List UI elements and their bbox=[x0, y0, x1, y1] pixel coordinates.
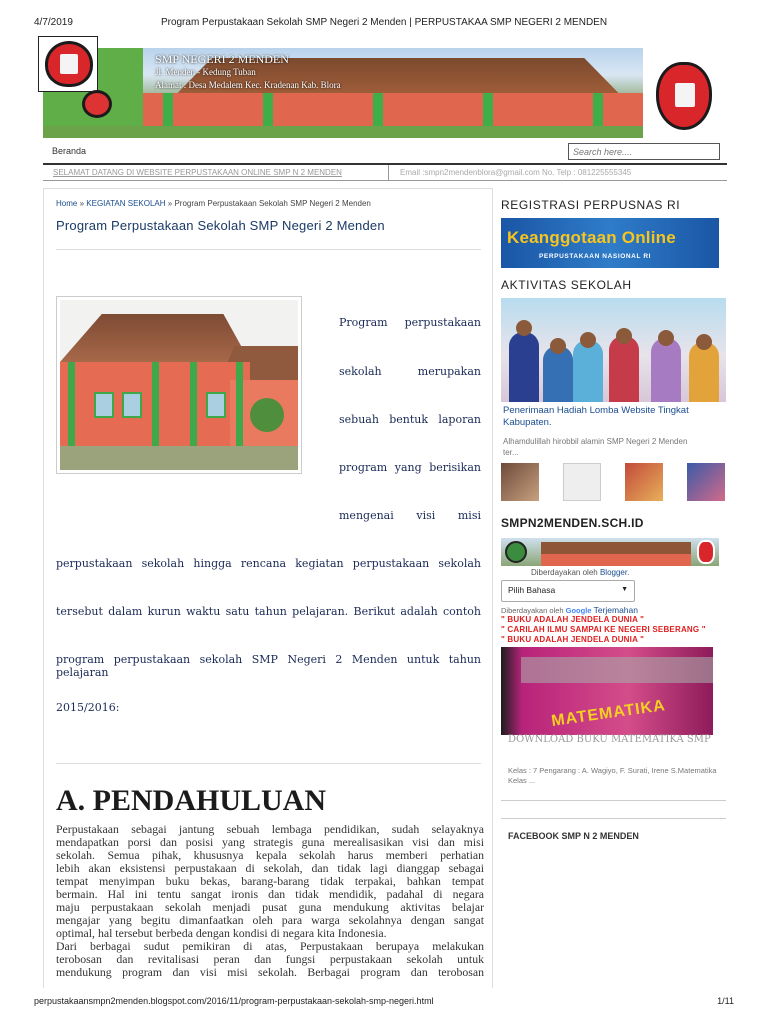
keanggotaan-online-banner[interactable] bbox=[501, 218, 719, 268]
thumbnail-image[interactable] bbox=[687, 463, 725, 501]
thumbnail-image[interactable] bbox=[625, 463, 663, 501]
ticker-divider bbox=[388, 165, 389, 181]
aktivitas-desc-line: ter... bbox=[503, 448, 519, 457]
thumbnail-image[interactable] bbox=[501, 463, 539, 501]
blogger-link[interactable]: Blogger bbox=[599, 568, 628, 577]
intro-line: perpustakaan sekolah hingga rencana kegiatan perpustakaan sekolah bbox=[56, 557, 481, 570]
intro-line: program yang berisikan bbox=[339, 461, 481, 474]
site-banner-image[interactable] bbox=[501, 538, 719, 566]
intro-line: 2015/2016: bbox=[56, 701, 120, 714]
photo-tree bbox=[250, 398, 284, 432]
banner-address-line1: Jl. Menden - Kedung Tuban bbox=[155, 67, 256, 77]
aktivitas-thumbnails bbox=[501, 463, 726, 503]
site-banner-wall bbox=[541, 554, 691, 566]
post-title: Program Perpustakaan Sekolah SMP Negeri 2 Menden bbox=[56, 218, 385, 233]
photo-person-head bbox=[616, 328, 632, 344]
breadcrumb-category-link[interactable]: KEGIATAN SEKOLAH bbox=[86, 199, 166, 208]
quote-link[interactable]: " BUKU ADALAH JENDELA DUNIA " bbox=[501, 635, 645, 644]
photo-person-head bbox=[658, 330, 674, 346]
print-date: 4/7/2019 bbox=[34, 17, 73, 28]
news-ticker bbox=[43, 163, 727, 181]
quote-links bbox=[501, 615, 706, 645]
banner-address-line2: Alamat : Desa Medalem Kec. Kradenan Kab. Blora bbox=[155, 80, 341, 90]
intro-line: sekolah merupakan bbox=[339, 365, 481, 378]
facebook-widget-title: FACEBOOK SMP N 2 MENDEN bbox=[508, 831, 639, 841]
body-line: Dari berbagai sudut pemikiran di atas, Perpustakaan berupaya melakukan bbox=[56, 939, 484, 953]
section-heading: A. PENDAHULUAN bbox=[56, 784, 326, 817]
body-line: terobosan dan revitalisasi peran dan fungsi perpustakaan sekolah untuk bbox=[56, 952, 484, 966]
emblem-logo-icon bbox=[82, 90, 112, 118]
google-logo: Google bbox=[565, 606, 592, 615]
body-line: lebih akan eksistensi perpustakaan di sekolah, dan tidak lagi dianggap sebagai bbox=[56, 861, 484, 875]
caret-down-icon: ▼ bbox=[621, 586, 628, 593]
nav-home-link[interactable]: Beranda bbox=[52, 146, 87, 156]
banner-school-name: SMP NEGERI 2 MENDEN bbox=[155, 52, 289, 66]
breadcrumb-home-link[interactable]: Home bbox=[56, 199, 78, 208]
powered-by-text: Diberdayakan oleh bbox=[531, 568, 598, 577]
photo-grass bbox=[60, 446, 298, 470]
powered-by: Diberdayakan oleh Blogger. bbox=[531, 568, 630, 577]
site-banner-roof bbox=[541, 542, 691, 554]
book-cover-strip bbox=[521, 657, 713, 683]
photo-person-head bbox=[550, 338, 566, 354]
breadcrumb-separator: » bbox=[79, 199, 85, 208]
aktivitas-post-title-link[interactable] bbox=[503, 405, 725, 429]
body-line: mendapatkan porsi dan posisi yang strategis guna merealisasikan visi dan misi bbox=[56, 835, 484, 849]
print-title: Program Perpustakaan Sekolah SMP Negeri 2 Menden | PERPUSTAKAA SMP NEGERI 2 MENDEN bbox=[160, 17, 608, 28]
photo-pillar bbox=[190, 362, 197, 446]
body-line: mendukung program dan visi misi sekolah. Berbagai program dan terobosan bbox=[56, 965, 484, 979]
school-building-photo[interactable] bbox=[56, 296, 302, 474]
shield-icon bbox=[656, 62, 712, 130]
registrasi-widget-title: REGISTRASI PERPUSNAS RI bbox=[501, 198, 681, 212]
aktivitas-post-title-line: Penerimaan Hadiah Lomba Website Tingkat bbox=[503, 405, 689, 416]
section-body bbox=[56, 823, 484, 979]
photo-person bbox=[689, 342, 719, 402]
aktivitas-photo[interactable] bbox=[501, 298, 726, 402]
aktivitas-desc-line: Alhamdulillah hirobbil alamin SMP Negeri 2 Menden bbox=[503, 437, 688, 446]
print-url: perpustakaansmpn2menden.blogspot.com/2016/11/program-perpustakaan-sekolah-smp-negeri.html bbox=[34, 996, 434, 1006]
shield-icon bbox=[697, 540, 715, 564]
body-line: sekolah. Semua pihak, khususnya kepala sekolah harus memberi perhatian bbox=[56, 848, 484, 862]
photo-window bbox=[122, 392, 142, 418]
section-divider bbox=[56, 763, 481, 764]
intro-line: Program perpustakaan bbox=[339, 316, 481, 329]
photo-pillar bbox=[68, 362, 75, 446]
contact-ticker-text: Email :smpn2mendenblora@gmail.com No. Telp : 081225555345 bbox=[400, 168, 632, 177]
school-logo-right bbox=[650, 60, 718, 134]
body-line: maju perpustakaan sekolah menjadi pusat guna mendukung aktivitas belajar bbox=[56, 900, 484, 914]
photo-person-head bbox=[516, 320, 532, 336]
school-logo-left bbox=[38, 36, 98, 92]
photo-pillar bbox=[236, 362, 243, 446]
breadcrumb bbox=[56, 199, 371, 208]
photo-person bbox=[573, 340, 603, 402]
photo-window bbox=[94, 392, 114, 418]
photo-person bbox=[509, 332, 539, 402]
photo-person-head bbox=[580, 332, 596, 348]
aktivitas-post-title-line: Kabupaten. bbox=[503, 417, 552, 428]
breadcrumb-separator: » bbox=[167, 199, 173, 208]
book-cover-label: MATEMATIKA bbox=[550, 697, 667, 730]
photo-person bbox=[651, 338, 681, 402]
banner-sub-text: PERPUSTAKAAN NASIONAL RI bbox=[539, 253, 652, 260]
photo-roof bbox=[60, 314, 250, 362]
intro-line: tersebut dalam kurun waktu satu tahun pelajaran. Berikut adalah contoh bbox=[56, 605, 481, 618]
school-emblem-icon bbox=[505, 541, 527, 563]
photo-person bbox=[609, 336, 639, 402]
translate-prefix: Diberdayakan oleh bbox=[501, 606, 564, 615]
intro-line: mengenai visi misi bbox=[339, 509, 481, 522]
book-description: Kelas : 7 Pengarang : A. Wagiyo, F. Surati, Irene S.Matematika Kelas ... bbox=[508, 766, 717, 785]
body-line: Perpustakaan sebagai jantung sebuah lembaga pendidikan, sudah selayaknya bbox=[56, 822, 484, 836]
book-title-link[interactable]: DOWNLOAD BUKU MATEMATIKA SMP bbox=[508, 734, 711, 745]
intro-line: sebuah bentuk laporan bbox=[339, 413, 481, 426]
banner-ground bbox=[43, 126, 643, 138]
photo-person-head bbox=[696, 334, 712, 350]
photo-person bbox=[543, 346, 573, 402]
quote-link[interactable]: " BUKU ADALAH JENDELA DUNIA " bbox=[501, 615, 645, 624]
search-input[interactable] bbox=[568, 143, 720, 160]
title-divider bbox=[56, 249, 481, 250]
intro-line: program perpustakaan sekolah SMP Negeri 2 Menden untuk tahun pelajaran bbox=[56, 653, 481, 679]
thumbnail-image[interactable] bbox=[563, 463, 601, 501]
photo-image bbox=[60, 300, 298, 470]
photo-pillar bbox=[152, 362, 159, 446]
language-select-value: Pilih Bahasa bbox=[508, 585, 556, 595]
breadcrumb-current: Program Perpustakaan Sekolah SMP Negeri 2 Menden bbox=[174, 199, 371, 208]
body-line: mengajar yang begitu dimanfaatkan oleh para warga sekolahnya dengan sangat bbox=[56, 913, 484, 927]
site-widget-title: SMPN2MENDEN.SCH.ID bbox=[501, 516, 644, 530]
welcome-ticker-text[interactable]: SELAMAT DATANG DI WEBSITE PERPUSTAKAAN ONLINE SMP N 2 MENDEN bbox=[53, 168, 342, 177]
photo-window bbox=[206, 392, 226, 418]
shield-icon bbox=[45, 41, 93, 87]
google-translate-credit bbox=[501, 605, 638, 615]
widget-divider-box bbox=[501, 800, 726, 819]
language-select[interactable] bbox=[501, 580, 635, 602]
body-line: bermain. Hal ini tentu sangat ironis dan tidak mendidik, padahal di negara bbox=[56, 887, 484, 901]
body-line: tempat menyimpan buku bekas, barang-barang tidak terpakai, bahkan tempat bbox=[56, 874, 484, 888]
body-line: optimal, hal tersebut berbeda dengan kondisi di negara kita Indonesia. bbox=[56, 926, 387, 940]
translate-link[interactable]: Terjemahan bbox=[593, 605, 638, 615]
aktivitas-widget-title: AKTIVITAS SEKOLAH bbox=[501, 278, 632, 292]
book-cover-image[interactable] bbox=[501, 647, 713, 735]
print-page-number: 1/11 bbox=[717, 996, 734, 1006]
header-banner[interactable] bbox=[43, 48, 643, 138]
post-container bbox=[43, 188, 493, 988]
aktivitas-post-description bbox=[503, 436, 725, 458]
banner-main-text: Keanggotaan Online bbox=[507, 228, 676, 247]
quote-link[interactable]: " CARILAH ILMU SAMPAI KE NEGERI SEBERANG " bbox=[501, 625, 706, 634]
